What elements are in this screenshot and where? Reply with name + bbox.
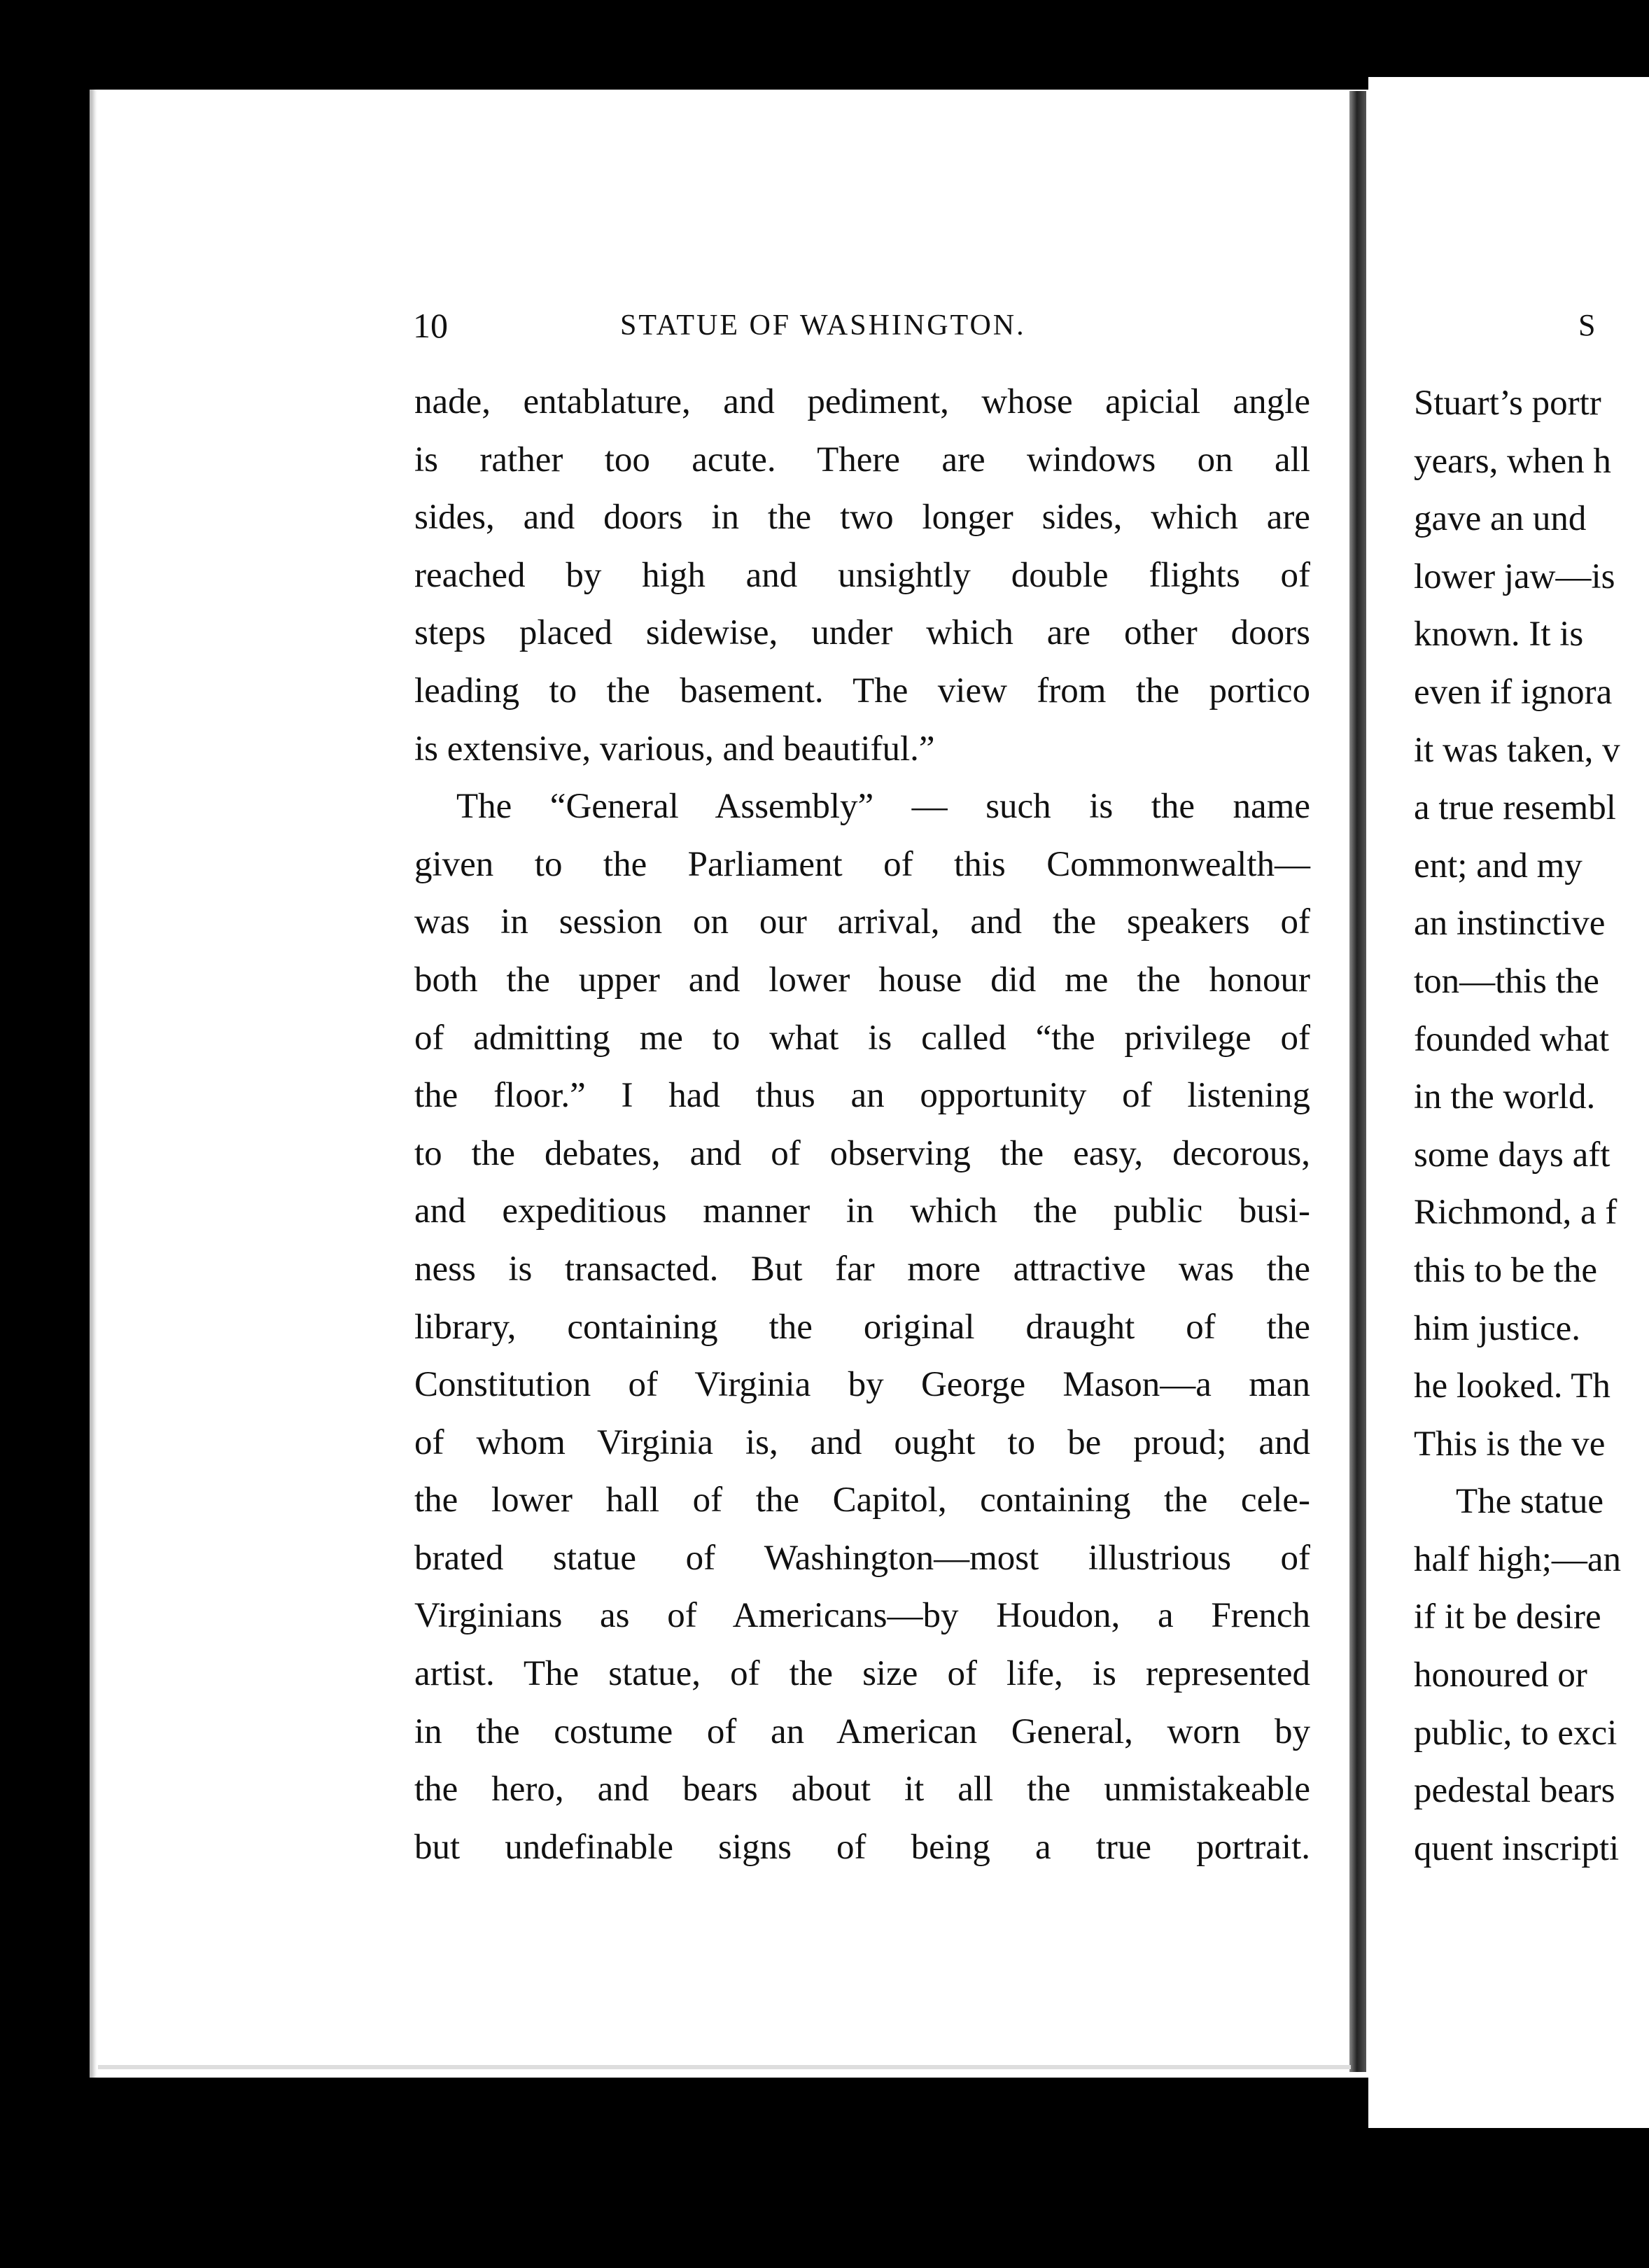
text-line: This is the ve (1414, 1424, 1606, 1464)
text-line: even if ignora (1414, 672, 1613, 712)
text-line: gave an und (1414, 499, 1587, 539)
right-running-head: S (1578, 308, 1598, 342)
text-line: given to the Parliament of this Commonwealth— (414, 844, 1310, 884)
text-line: artist. The statue, of the size of life, is represented (414, 1654, 1310, 1694)
text-line: of admitting me to what is called “the privilege of (414, 1018, 1310, 1058)
text-line: it was taken, v (1414, 730, 1620, 770)
text-line: in the world. (1414, 1077, 1596, 1117)
text-line: library, containing the original draught of the (414, 1307, 1310, 1347)
text-line: honoured or (1414, 1656, 1587, 1695)
body-text (414, 373, 1310, 1876)
text-line: The statue (1456, 1482, 1604, 1522)
text-line: quent inscripti (1414, 1828, 1620, 1868)
text-line: known. It is (1414, 615, 1584, 654)
running-head (413, 301, 1309, 350)
text-line: was in session on our arrival, and the speakers of (414, 902, 1310, 942)
text-line: half high;—an (1414, 1539, 1622, 1579)
text-line: Constitution of Virginia by George Mason—a man (414, 1365, 1310, 1405)
text-line: ton—this the (1414, 961, 1599, 1001)
text-line: a true resembl (1414, 788, 1616, 828)
text-line: lower jaw—is (1414, 556, 1615, 596)
text-line: brated statue of Washington—most illustrious of (414, 1538, 1310, 1578)
text-line: is extensive, various, and beautiful.” (414, 729, 935, 769)
text-line: ness is transacted. But far more attractive was the (414, 1249, 1310, 1289)
text-line: of whom Virginia is, and ought to be proud; and (414, 1422, 1310, 1462)
text-line: steps placed sidewise, under which are other doors (414, 613, 1310, 653)
text-line: him justice. (1414, 1308, 1580, 1348)
text-line: but undefinable signs of being a true portrait. (414, 1827, 1310, 1867)
text-line: he looked. Th (1414, 1366, 1611, 1406)
text-line: sides, and doors in the two longer sides, which are (414, 498, 1310, 538)
text-line: leading to the basement. The view from the portico (414, 671, 1310, 710)
text-line: nade, entablature, and pediment, whose apicial angle (414, 382, 1310, 421)
text-line: if it be desire (1414, 1597, 1601, 1637)
text-line: pedestal bears (1414, 1771, 1615, 1811)
text-line: Stuart’s portr (1414, 384, 1601, 423)
book-gutter (1349, 91, 1366, 2072)
text-line: and expeditious manner in which the public busi- (414, 1191, 1310, 1231)
text-line: public, to exci (1414, 1713, 1618, 1753)
text-line: years, when h (1414, 441, 1611, 481)
page-number: 10 (413, 306, 448, 345)
right-page-fragment (1368, 77, 1649, 2128)
running-head-title: STATUE OF WASHINGTON. (620, 309, 1026, 342)
text-line: some days aft (1414, 1135, 1611, 1175)
text-line: founded what (1414, 1019, 1610, 1059)
text-line: Virginians as of Americans—by Houdon, a French (414, 1596, 1310, 1636)
text-line: ent; and my (1414, 846, 1583, 886)
text-line: the hero, and bears about it all the unmistakeable (414, 1770, 1310, 1809)
text-line: both the upper and lower house did me the honour (414, 960, 1310, 1000)
right-body-text (1414, 374, 1649, 1877)
text-line: the lower hall of the Capitol, containing the cele- (414, 1480, 1310, 1520)
text-line: this to be the (1414, 1250, 1598, 1290)
text-line: to the debates, and of observing the easy, decorous, (414, 1133, 1310, 1173)
text-line: The “General Assembly” — such is the name (456, 787, 1310, 827)
text-line: reached by high and unsightly double flights of (414, 555, 1310, 595)
page-bottom-edge (98, 2065, 1351, 2069)
text-line: Richmond, a f (1414, 1193, 1618, 1233)
text-line: the floor.” I had thus an opportunity of listening (414, 1076, 1310, 1116)
text-line: in the costume of an American General, worn by (414, 1712, 1310, 1751)
text-line: an instinctive (1414, 904, 1606, 944)
text-line: is rather too acute. There are windows on all (414, 440, 1310, 479)
